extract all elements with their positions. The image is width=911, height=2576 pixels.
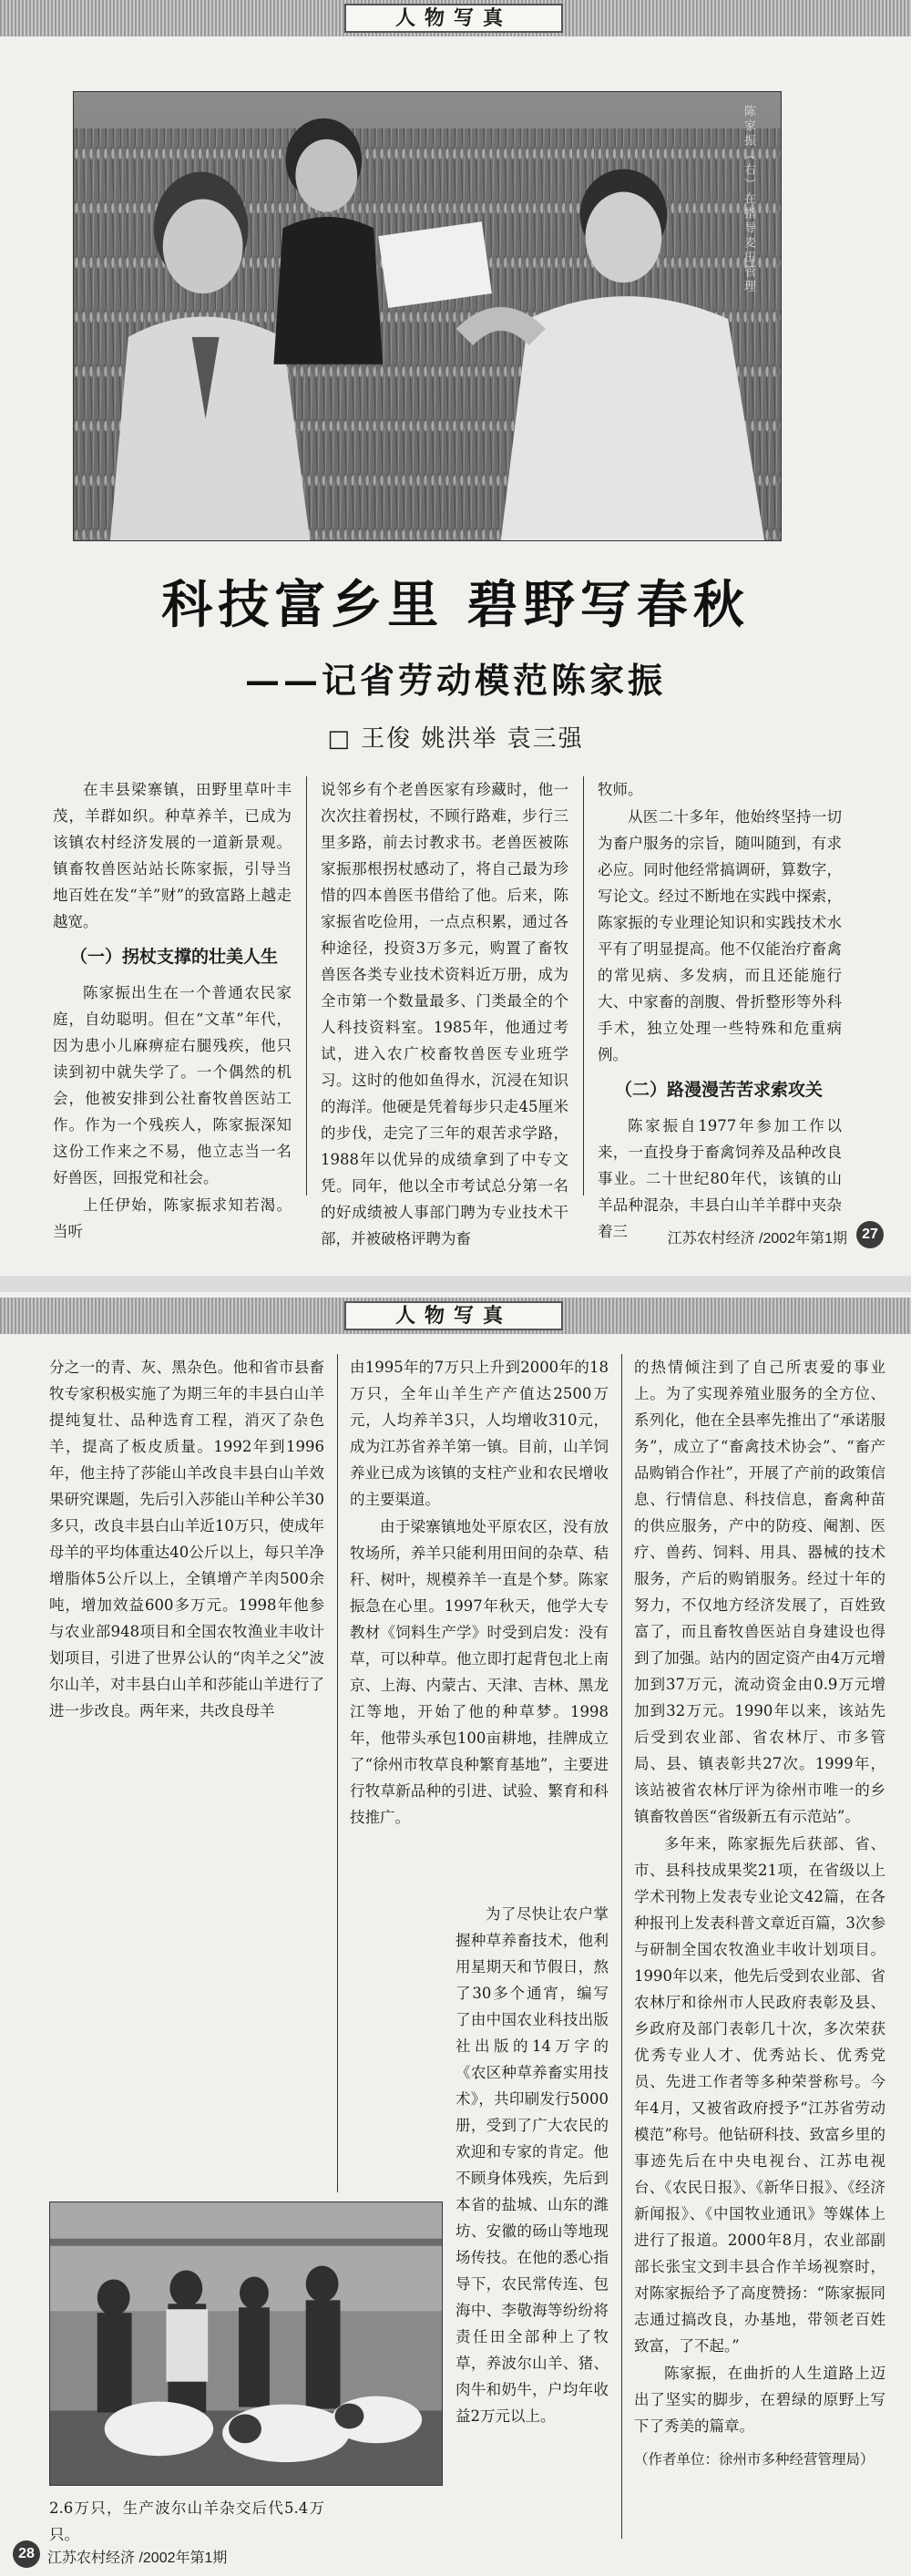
body-paragraph: 上任伊始，陈家振求知若渴。当听 (53, 1196, 292, 1240)
lead-paragraph: 在丰县梁寨镇，田野里草叶丰茂，羊群如织。种草养羊，已成为该镇农村经济发展的一道新景观。镇畜牧兽医站站长陈家振，引导当地百姓在发“羊”财”的致富路上越走越宽。 (53, 781, 292, 930)
body-paragraph: 由于梁寨镇地处平原农区，没有放牧场所，养羊只能利用田间的杂草、秸秆、树叶，规模养羊一直是个梦。陈家振急在心里。1997年秋天，他学大专教材《饲料生产学》时受到启发：没有草，可以种草。他立即打起背包北上南京、上海、内蒙古、天津、吉林、黑龙江等地，开始了他的种草梦。1998年，他带头承包100亩耕地，挂牌成立了“徐州市牧草良种繁育基地”，主要进行牧草新品种的引进、试验、繁育和科技推广。 (350, 1518, 609, 1826)
p1-column-1 (53, 776, 292, 1240)
body-paragraph: 分之一的青、灰、黑杂色。他和省市县畜牧专家积极实施了为期三年的丰县白山羊提纯复壮、品种选育工程，消灭了杂色羊，提高了板皮质量。1992年到1996年，他主持了莎能山羊改良丰县白山羊效果研究课题，先后引入莎能山羊种公羊30多只，改良丰县白山羊近10万只，使成年母羊的平均体重达40公斤以上，每只羊净增脂体5公斤以上，全镇增产羊肉500余吨，增加效益600多万元。1998年他参与农业部948项目和全国农牧渔业丰收计划项目，引进了世界公认的“肉羊之父”波尔山羊，对丰县白山羊和莎能山羊进行了进一步改良。两年来，共改良母羊 (49, 1359, 324, 1719)
photo-image (74, 92, 781, 540)
p2-column-3 (634, 1354, 885, 2511)
body-paragraph: 多年来，陈家振先后获部、省、市、县科技成果奖21项，在省级以上学术刊物上发表专业论文42篇，在各种报刊上发表科普文章近百篇，3次参与研制全国农牧渔业丰收计划项目。1990年以来，他先后受到农业部、省农林厅和徐州市人民政府表彰及县、乡政府及部门表彰几十次，多次荣获优秀专业人才、优秀站长、优秀党员、先进工作者等多种荣誉称号。今年4月，又被省政府授予“江苏省劳动模范”称号。他钻研科技、致富乡里的事迹先后在中央电视台、江苏电视台、《农民日报》、《新华日报》、《经济新闻报》、《中国牧业通讯》等媒体上进行了报道。2000年8月，农业部副部长张宝文到丰县合作羊场视察时，对陈家振给予了高度赞扬：“陈家振同志通过搞改良，办基地，带领老百姓致富，了不起。” (634, 1835, 885, 2355)
body-paragraph: 由1995年的7万只上升到2000年的18万只，全年山羊生产产值达2500万元，人均养羊3只，人均增收310元，成为江苏省养羊第一镇。目前，山羊饲养业已成为该镇的支柱产业和农民增收的主要渠道。 (350, 1359, 609, 1508)
section-band (0, 1298, 911, 1334)
page-footer: 江苏农村经济 /2002年第1期 (667, 1231, 847, 1247)
section-label: 人物写真 (344, 4, 563, 33)
p2-column-2-wrap (456, 1901, 609, 2425)
page-footer: 江苏农村经济 /2002年第1期 (47, 2550, 228, 2566)
page-27 (0, 0, 911, 1276)
byline: □ 王俊 姚洪举 袁三强 (327, 725, 584, 753)
section-band (0, 0, 911, 36)
p1-column-2 (321, 776, 568, 1247)
column-divider (306, 776, 307, 1196)
body-paragraph: 陈家振，在曲折的人生道路上迈出了坚实的脚步，在碧绿的原野上写下了秀美的篇章。 (634, 2365, 885, 2435)
body-paragraph: 陈家振出生在一个普通农民家庭，自幼聪明。但在“文革”年代，因为患小儿麻痹症右腿残疾，他只读到初中就失学了。一个偶然的机会，他被安排到公社畜牧兽医站工作。作为一个残疾人，陈家振深知这份工作来之不易，他立志当一名好兽医，回报党和社会。 (53, 984, 292, 1186)
p2-column-1-mid (49, 2495, 324, 2550)
page-28 (0, 1292, 911, 2576)
article-title: 科技富乡里 碧野写春秋 (161, 575, 750, 635)
photo-caption: 陈家振（右）在指导麦田管理 (742, 105, 755, 294)
section-heading-2: （二）路漫漫苦苦求索攻关 (615, 1080, 824, 1100)
page-number: 28 (13, 2540, 40, 2568)
body-paragraph: 2.6万只，生产波尔山羊杂交后代5.4万只。 (49, 2499, 324, 2543)
page-number: 27 (856, 1221, 884, 1248)
author-affiliation: （作者单位：徐州市多种经营管理局） (634, 2451, 875, 2468)
body-paragraph: 从医二十多年，他始终坚持一切为畜户服务的宗旨，随叫随到，有求必应。同时他经常搞调研，算数字，写论文。经过不断地在实践中探索，陈家振的专业理论知识和实践技术水平有了明显提高。他不仅能治疗畜禽的常见病、多发病，而且还能施行大、中家畜的剖腹、骨折整形等外科手术，独立处理一些特殊和危重病例。 (598, 808, 842, 1063)
section-heading-1: （一）拐杖支撑的壮美人生 (70, 947, 279, 967)
column-divider (583, 776, 584, 1196)
body-paragraph: 牧师。 (598, 781, 643, 798)
wheat-field-photo (73, 91, 782, 541)
column-divider (337, 1354, 338, 2192)
body-paragraph: 说邻乡有个老兽医家有珍藏时，他一次次拄着拐杖，不顾行路难，步行三里多路，前去讨教求书。老兽医被陈家振那根拐杖感动了，将自己最为珍惜的四本兽医书借给了他。后来，陈家振省吃俭用，一点点积累，通过各种途径，投资3万多元，购置了畜牧兽医各类专业技术资料近万册，成为全市第一个数量最多、门类最全的个人科技资料室。1985年，他通过考试，进入农广校畜牧兽医专业班学习。这时的他如鱼得水，沉浸在知识的海洋。他硬是凭着每步只走45厘米的步伐，走完了三年的艰苦求学路，1988年以优异的成绩拿到了中专文凭。同年，他以全市考试总分第一名的好成绩被人事部门聘为专业技术干部，并被破格评聘为畜 (321, 781, 568, 1247)
p2-column-1-top (49, 1354, 324, 2183)
body-paragraph: 的热情倾注到了自己所衷爱的事业上。为了实现养殖业服务的全方位、系列化，他在全县率先推出了“承诺服务”，成立了“畜禽技术协会”、“畜产品购销合作社”，开展了产前的政策信息、行情信息、科技信息，畜禽种苗的供应服务，产中的防疫、阉割、医疗、兽药、饲料、用具、器械的技术服务，产后的购销服务。经过十年的努力，不仅地方经济发展了，百姓致富了，而且畜牧兽医站自身建设也得到了加强。站内的固定资产由4万元增加到37万元，流动资金由0.9万元增加到32万元。1990年以来，该站先后受到农业部、省农林厅、市多管局、县、镇表彰共27次。1999年，该站被省农林厅评为徐州市唯一的乡镇畜牧兽医“省级新五有示范站”。 (634, 1359, 885, 1825)
body-paragraph: 陈家振自1977年参加工作以来，一直投身于畜禽饲养及品种改良事业。二十世纪80年代，该镇的山羊品种混杂，丰县白山羊羊群中夹杂着三 (598, 1117, 842, 1240)
section-label: 人物写真 (344, 1301, 563, 1330)
goat-farm-photo (49, 2201, 443, 2486)
body-paragraph: 为了尽快让农户掌握种草养畜技术，他利用星期天和节假日，熬了30多个通宵，编写了由中国农业科技出版社出版的14万字的《农区种草养畜实用技术》，共印刷发行5000册，受到了广大农民的欢迎和专家的肯定。他不顾身体残疾，先后到本省的盐城、山东的潍坊、安徽的砀山等地现场传技。在他的悉心指导下，农民常传连、包海中、李敬海等纷纷将责任田全部种上了牧草，养波尔山羊、猪、肉牛和奶牛，户均年收益2万元以上。 (456, 1905, 609, 2425)
photo-image (50, 2202, 442, 2485)
article-subtitle: ——记省劳动模范陈家振 (244, 660, 666, 701)
column-divider (621, 1354, 622, 2539)
p2-column-2-top (350, 1354, 609, 1901)
